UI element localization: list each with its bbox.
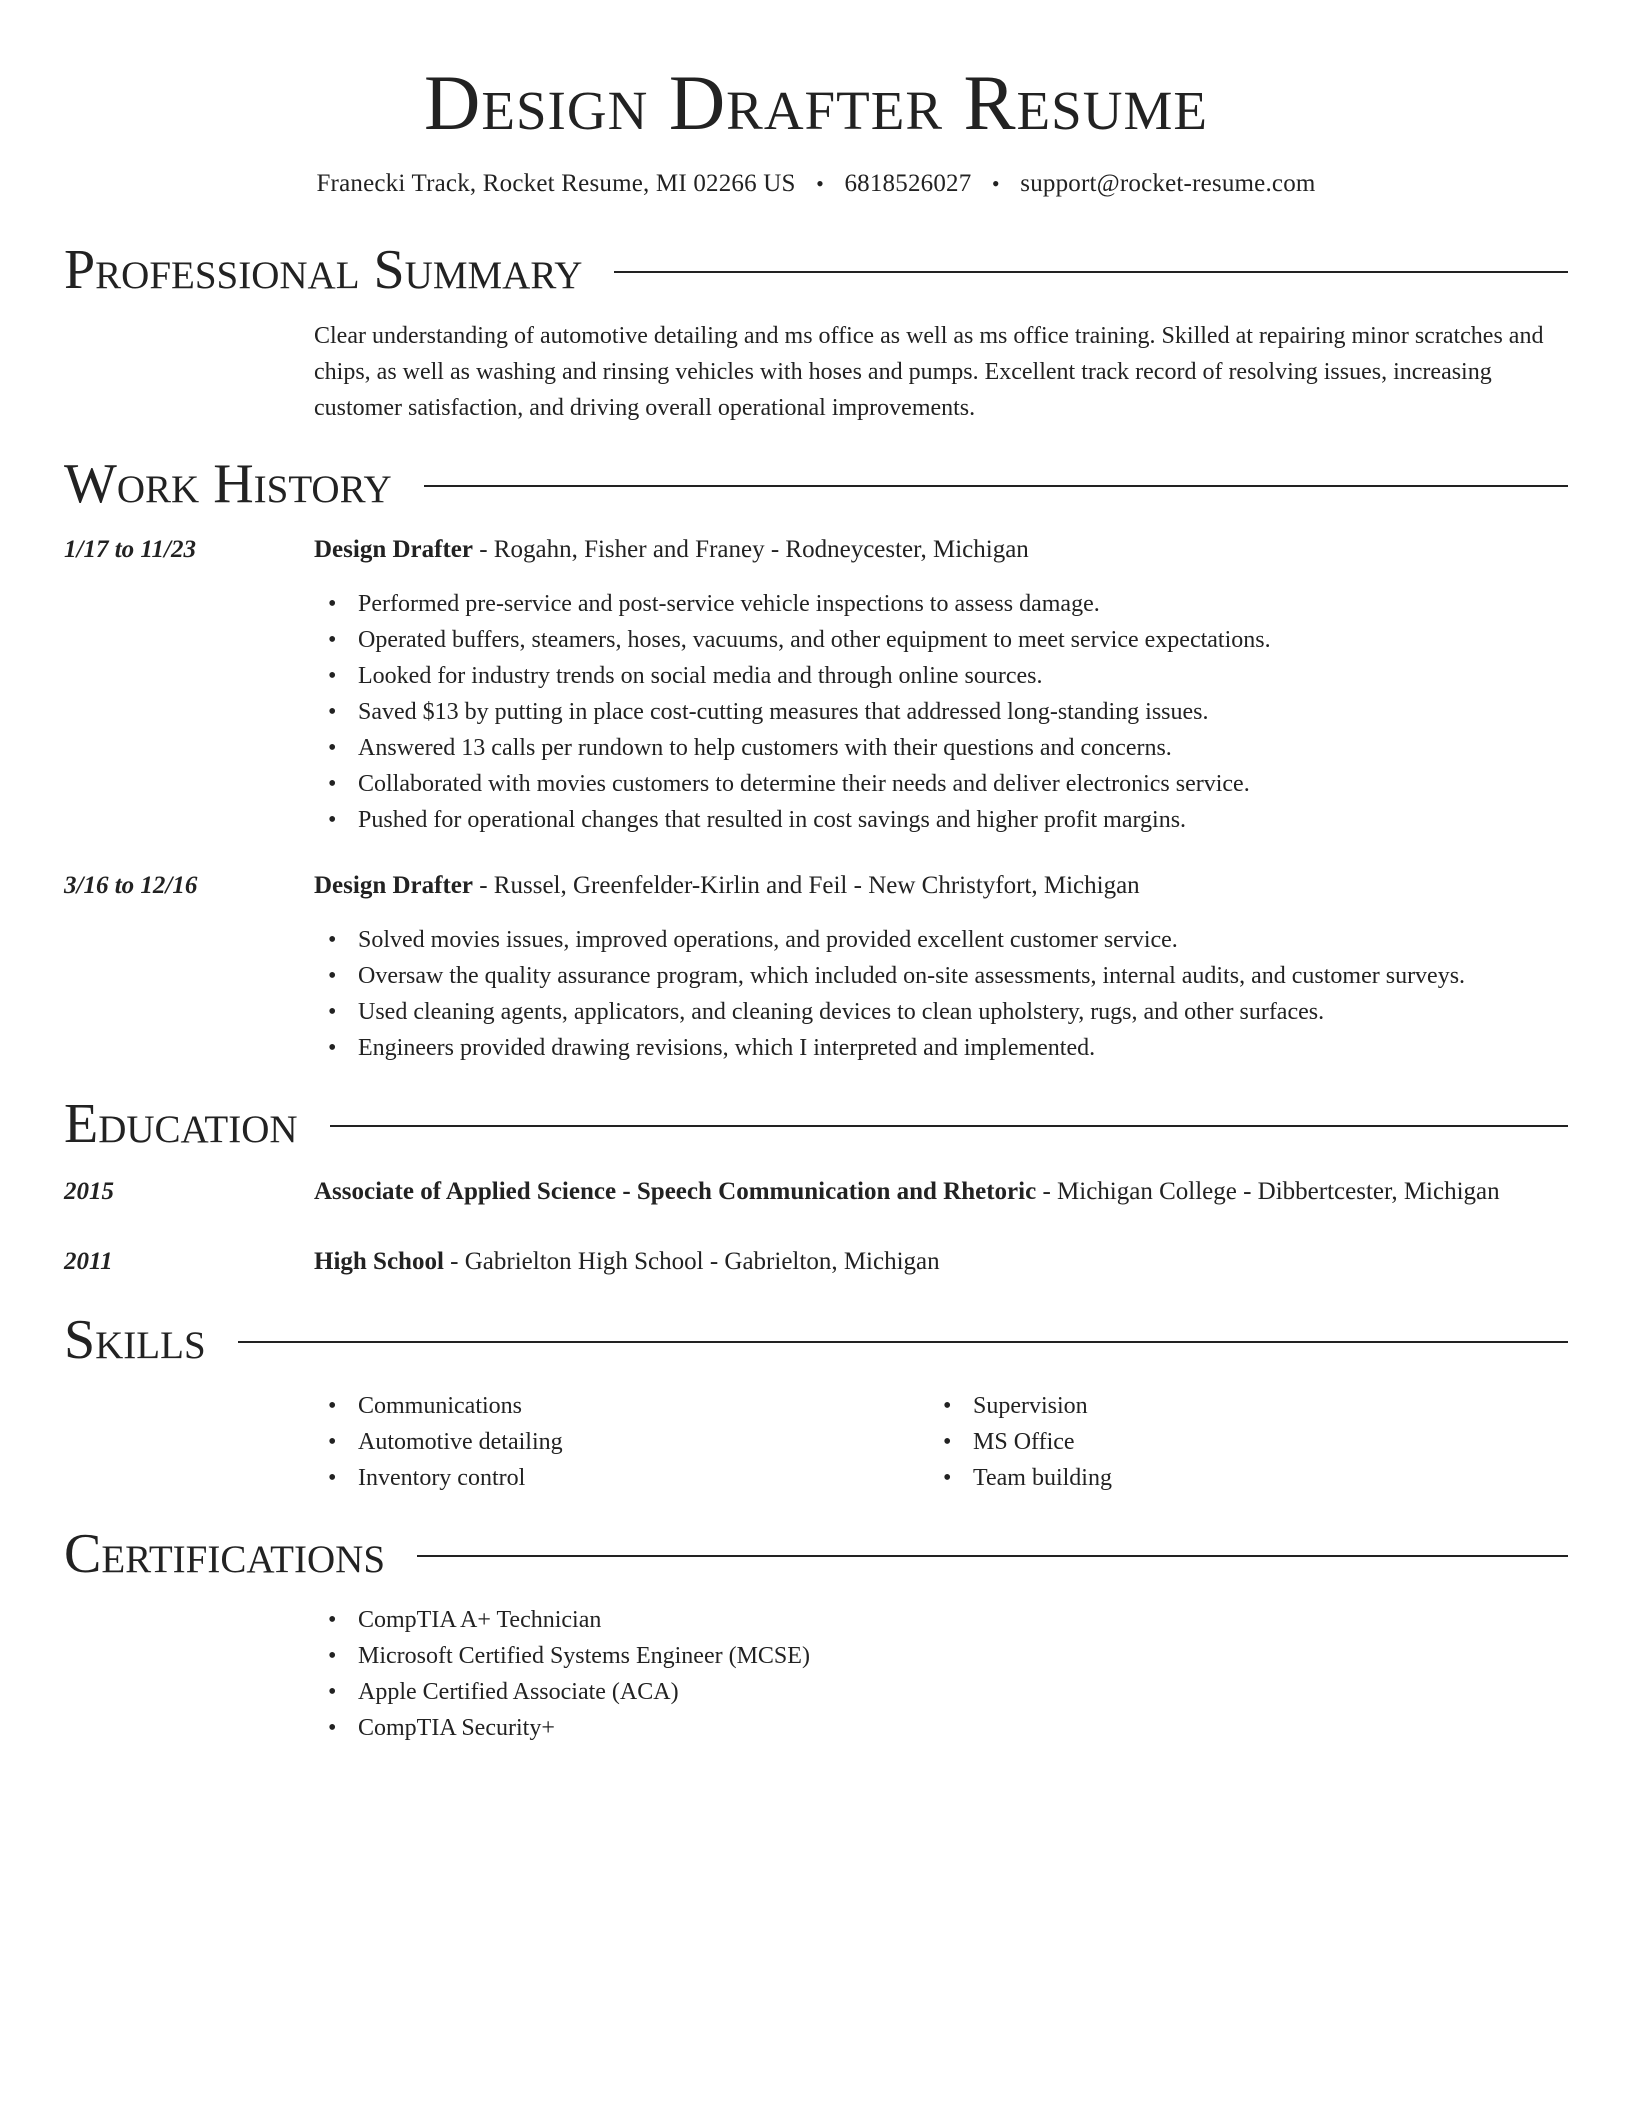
contact-phone: 6818526027 [844, 169, 972, 197]
job-role: Design Drafter [314, 871, 473, 899]
section-divider [417, 1555, 1568, 1557]
list-item: • Pushed for operational changes that resulted in cost savings and higher profit margins. [314, 802, 1568, 838]
education-section [64, 1092, 1568, 1282]
section-header [64, 452, 1568, 515]
section-header [64, 1092, 1568, 1155]
section-divider [238, 1341, 1568, 1343]
section-divider [424, 485, 1568, 487]
list-item: • Team building [929, 1460, 1544, 1496]
section-divider [614, 271, 1568, 273]
section-header [64, 1522, 1568, 1585]
education-degree: High School [314, 1247, 444, 1275]
skills-section [64, 1308, 1568, 1496]
skills-column-left [314, 1388, 929, 1496]
section-title-summary: Professional Summary [64, 238, 583, 301]
education-year: 2015 [64, 1177, 114, 1205]
section-header [64, 238, 1568, 301]
education-entry [64, 1172, 1568, 1212]
education-details: - Gabrielton High School - Gabrielton, Michigan [443, 1247, 940, 1275]
job-dates: 1/17 to 11/23 [64, 535, 196, 563]
education-details: - Michigan College - Dibbertcester, Michigan [1036, 1177, 1500, 1205]
list-item: • Supervision [929, 1388, 1544, 1424]
list-item: • CompTIA A+ Technician [314, 1602, 1568, 1638]
section-title-certifications: Certifications [64, 1522, 386, 1585]
education-entry [64, 1242, 1568, 1282]
list-item: • Oversaw the quality assurance program, which included on-site assessments, internal audits, and customer surveys. [314, 958, 1568, 994]
certification-bullets [314, 1602, 1568, 1746]
contact-separator: • [991, 170, 1000, 196]
job-role: Design Drafter [314, 535, 473, 563]
contact-email: support@rocket-resume.com [1020, 169, 1316, 197]
section-title-education: Education [64, 1092, 298, 1155]
skills-column-right [929, 1388, 1544, 1496]
section-title-work-history: Work History [64, 452, 392, 515]
list-item: • Saved $13 by putting in place cost-cutting measures that addressed long-standing issues. [314, 694, 1568, 730]
certifications-section [64, 1522, 1568, 1746]
list-item: • Microsoft Certified Systems Engineer (MCSE) [314, 1638, 1568, 1674]
list-item: • Apple Certified Associate (ACA) [314, 1674, 1568, 1710]
job-entry [64, 532, 1568, 838]
contact-separator: • [816, 170, 824, 196]
contact-line [64, 170, 1568, 198]
job-bullets [314, 586, 1568, 838]
list-item: • Looked for industry trends on social media and through online sources. [314, 658, 1568, 694]
list-item: • Operated buffers, steamers, hoses, vacuums, and other equipment to meet service expectations. [314, 622, 1568, 658]
section-title-skills: Skills [64, 1308, 206, 1371]
skills-grid [64, 1388, 1568, 1496]
job-details: - Rogahn, Fisher and Franey - Rodneycester, Michigan [472, 535, 1029, 563]
list-item: • CompTIA Security+ [314, 1710, 1568, 1746]
education-year: 2011 [64, 1247, 113, 1275]
list-item: • Automotive detailing [314, 1424, 929, 1460]
list-item: • Performed pre-service and post-service vehicle inspections to assess damage. [314, 586, 1568, 622]
section-header [64, 1308, 1568, 1371]
resume-title: Design Drafter Resume [424, 59, 1208, 146]
job-dates: 3/16 to 12/16 [64, 871, 198, 899]
job-bullets [314, 922, 1568, 1066]
section-divider [330, 1125, 1568, 1127]
contact-address: Franecki Track, Rocket Resume, MI 02266 US [316, 169, 796, 197]
summary-section [64, 238, 1568, 426]
certifications-list [64, 1602, 1568, 1746]
work-history-section [64, 452, 1568, 1066]
education-degree: Associate of Applied Science - Speech Communication and Rhetoric [314, 1177, 1037, 1205]
list-item: • Collaborated with movies customers to determine their needs and deliver electronics service. [314, 766, 1568, 802]
list-item: • MS Office [929, 1424, 1544, 1460]
list-item: • Used cleaning agents, applicators, and cleaning devices to clean upholstery, rugs, and other surfaces. [314, 994, 1568, 1030]
list-item: • Inventory control [314, 1460, 929, 1496]
job-entry [64, 868, 1568, 1066]
list-item: • Communications [314, 1388, 929, 1424]
job-details: - Russel, Greenfelder-Kirlin and Feil - New Christyfort, Michigan [472, 871, 1140, 899]
list-item: • Answered 13 calls per rundown to help customers with their questions and concerns. [314, 730, 1568, 766]
list-item: • Engineers provided drawing revisions, which I interpreted and implemented. [314, 1030, 1568, 1066]
list-item: • Solved movies issues, improved operations, and provided excellent customer service. [314, 922, 1568, 958]
summary-text: Clear understanding of automotive detailing and ms office as well as ms office training. Skilled at repairing minor scratches and chips, as well as washing and rinsing vehicles with hoses and pumps. Excellent track record of resolving issues, increasing customer satisfaction, and driving overall operational improvements. [314, 322, 1544, 421]
